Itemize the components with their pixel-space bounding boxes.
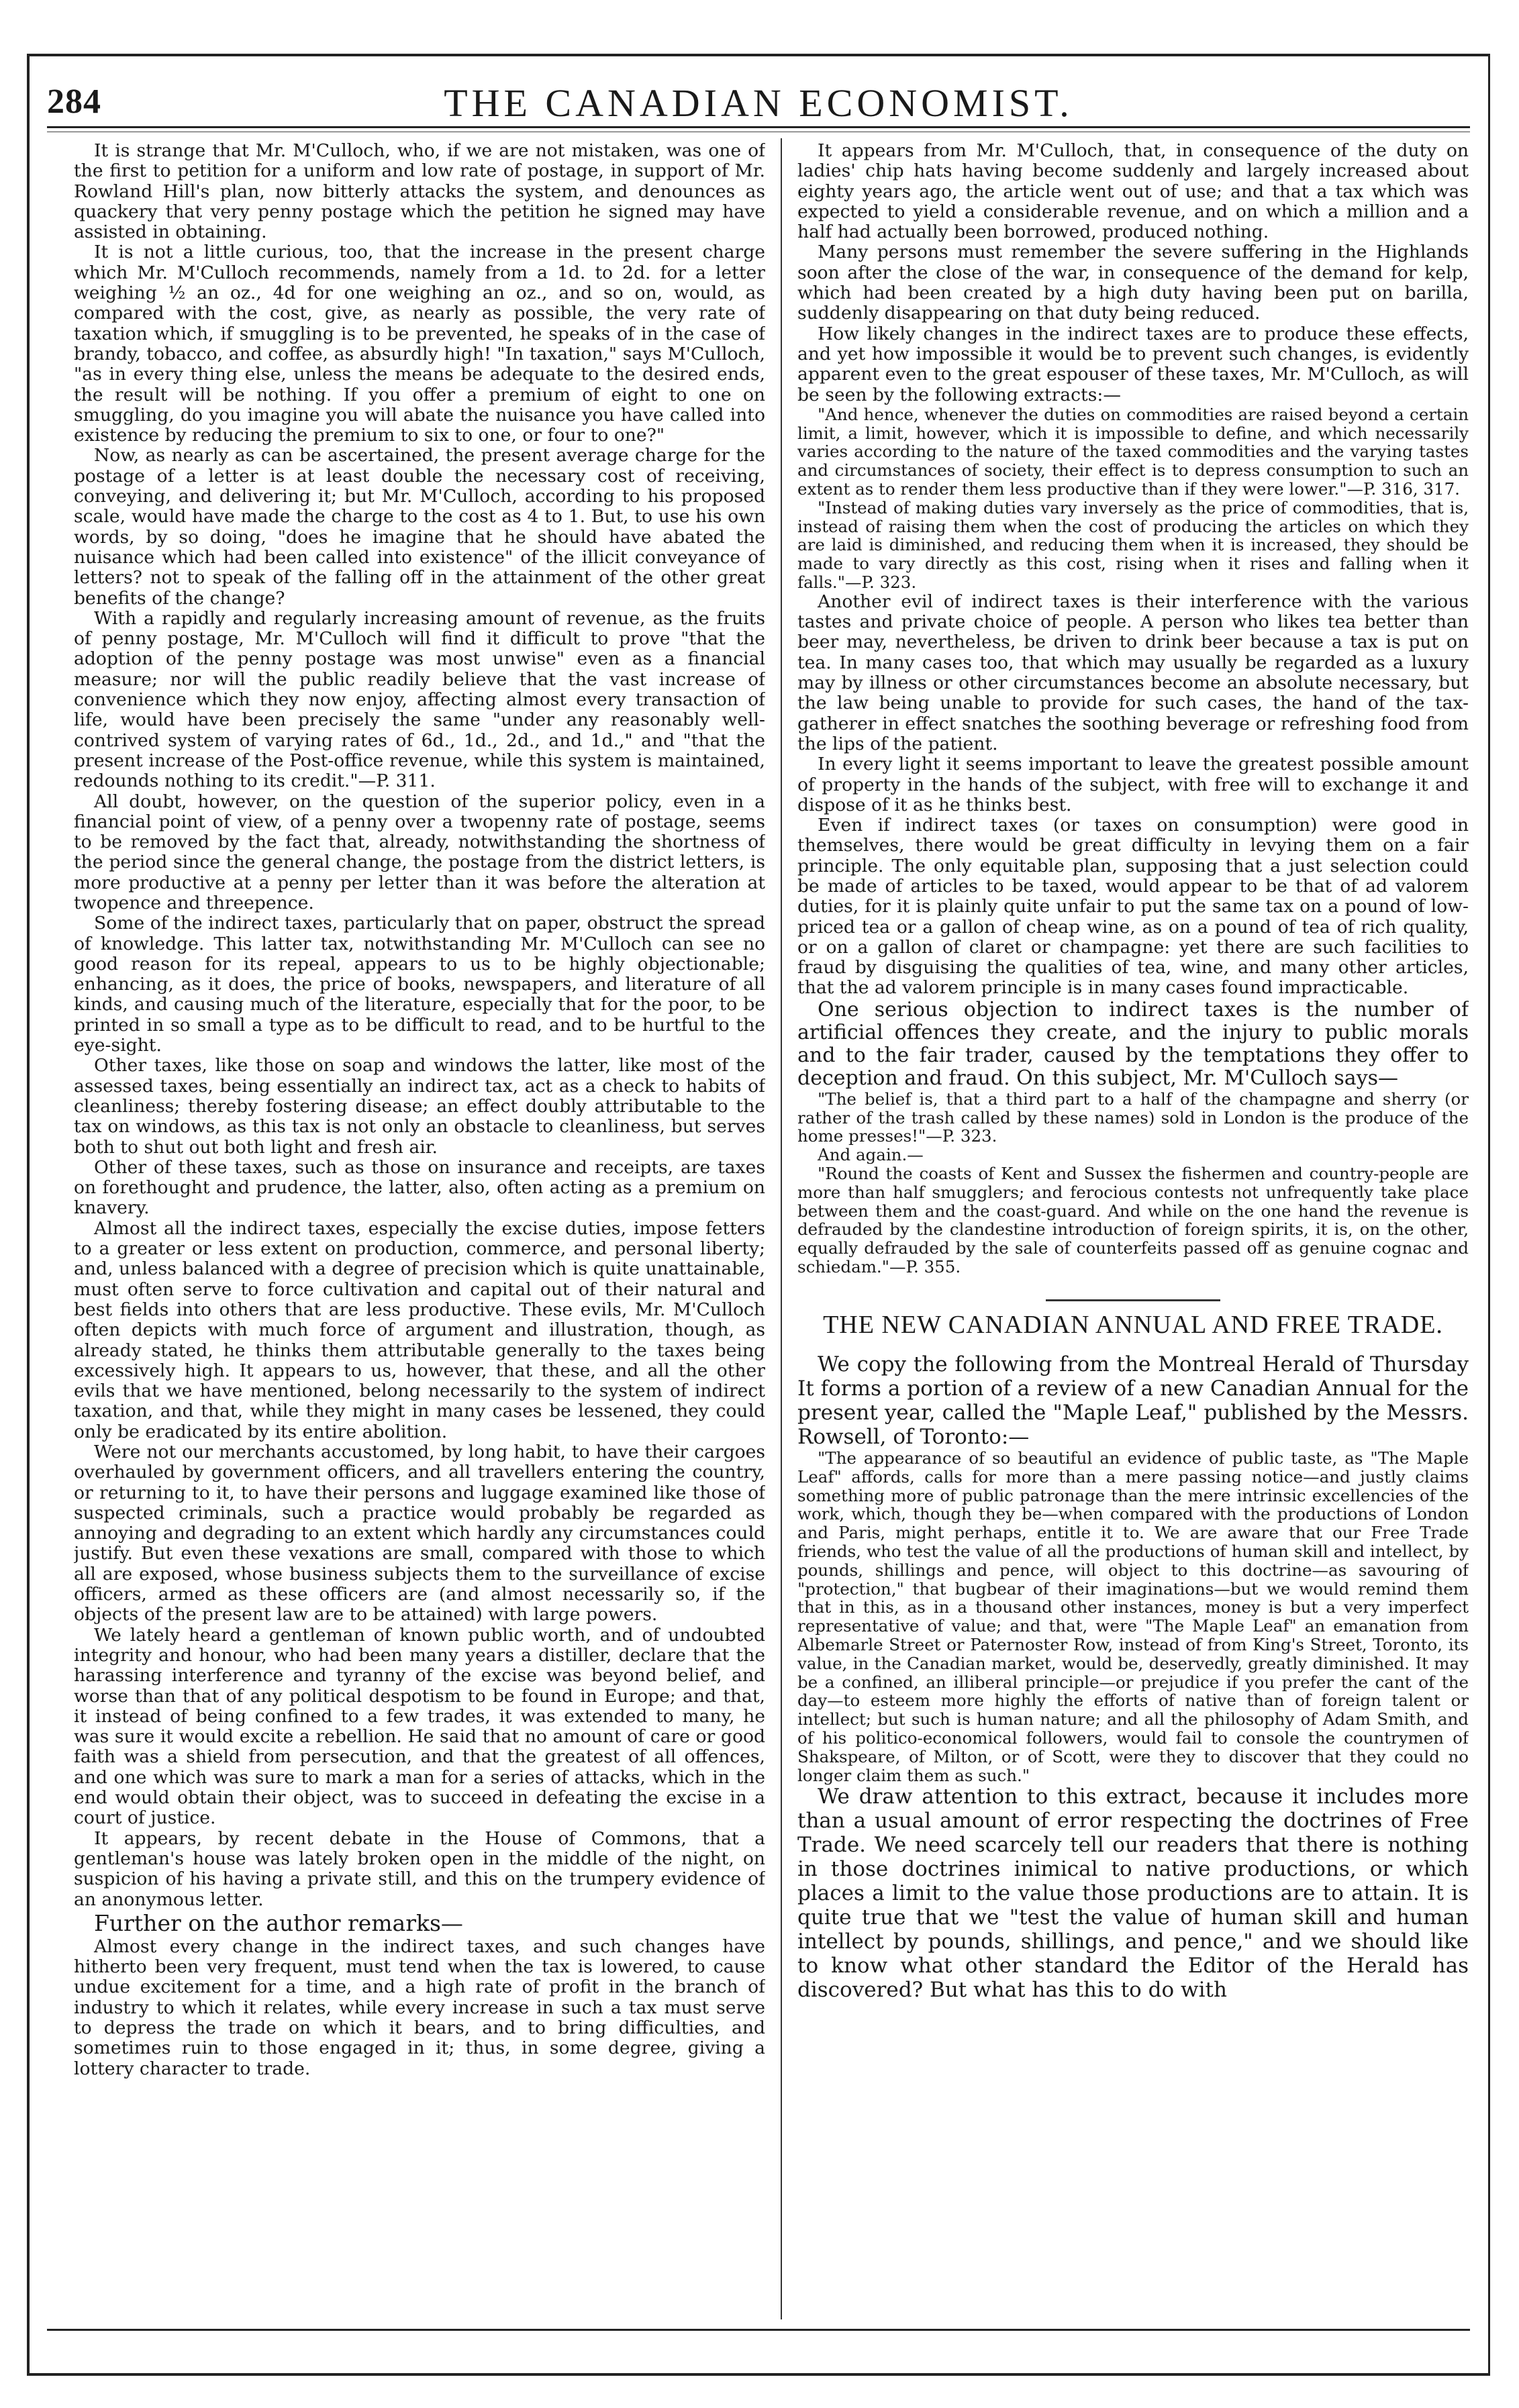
bottom-rule	[47, 2329, 1470, 2331]
page-number: 284	[47, 83, 101, 121]
paragraph: Even if indirect taxes (or taxes on consumption) were good in themselves, there would be great difficulty in levying them on a fair principle. The only equitable plan, supposing that a just selection could be made of articles to be taxed, would appear to be that of ad valorem duties, for it is plainly quite unfair to put the same tax on a pound of low-priced tea or a gallon of cheap wine, as on a pound of tea of rich quality, or on a gallon of claret or champagne: yet there are such facilities to fraud by disguising the qualities of tea, wine, and many other articles, that the ad valorem principle is in many cases found impracticable.	[797, 815, 1469, 999]
quote-paragraph: "The appearance of so beautiful an evidence of public taste, as "The Maple Leaf" affords, calls for more than a mere passing notice—and justly claims something more of public patronage than the mere intrinsic excellencies of the work, which, though they be—when compared with the productions of London and Paris, might perhaps, entitle it to. We are aware that our Free Trade friends, who test the value of all the productions of human skill and intellect, by pounds, shillings and pence, will object to this doctrine—as savouring of "protection," that bugbear of their imaginations—but we would remind them that in this, as in a thousand other instances, money is but a very imperfect representative of value; and that, were "The Maple Leaf" an emanation from Albemarle Street or Paternoster Row, instead of from King's Street, Toronto, its value, in the Canadian market, would be, deservedly, greatly diminished. It may be a confined, an illiberal principle—or prejudice if you prefer the cant of the day—to esteem more highly the efforts of native than of foreign talent or intellect; but such is human nature; and all the philosophy of Adam Smith, and of his politico-economical followers, would fail to console the countrymen of Shakspeare, of Milton, or of Scott, were they to discover that they could no longer claim them as such."	[797, 1448, 1469, 1785]
paragraph: It appears, by recent debate in the House of Commons, that a gentleman's house was lately broken open in the middle of the night, on suspicion of his having a private still, and this on the trumpery evidence of an anonymous letter.	[74, 1827, 765, 1910]
paragraph: One serious objection to indirect taxes is the number of artificial offences they create, and the injury to public morals and to the fair trader, caused by the temptations they offer to deception and fraud. On this subject, Mr. M'Culloch says—	[797, 997, 1469, 1090]
paragraph: Almost all the indirect taxes, especially the excise duties, impose fetters to a greater or less extent on production, commerce, and personal liberty; and, unless balanced with a degree of precision which is quite unattainable, must often serve to force cultivation and capital out of their natural and best fields into others that are less productive. These evils, Mr. M'Culloch often depicts with much force of argument and illustration, though, as already stated, he thinks them attributable generally to the taxes being excessively high. It appears to us, however, that these, and all the other evils that we have mentioned, belong necessarily to the system of indirect taxation, and that, while they might in many cases be lessened, they could only be eradicated by its entire abolition.	[74, 1217, 765, 1442]
column-divider	[781, 138, 782, 2319]
quote-paragraph: "The belief is, that a third part to a half of the champagne and sherry (or rather of the trash called by these names) sold in London is the produce of the home presses!"—P. 323.	[797, 1089, 1469, 1146]
section-intro: We copy the following from the Montreal Herald of Thursday It forms a portion of a review of a new Canadian Annual for the present year, called the "Maple Leaf," published by the Messrs. Rowsell, of Toronto:—	[797, 1352, 1469, 1450]
paragraph: Many persons must remember the severe suffering in the Highlands soon after the close of the war, in consequence of the demand for kelp, which had been created by a high duty having been put on barilla, suddenly disappearing on that duty being reduced.	[797, 242, 1469, 324]
quote-paragraph: "Instead of making duties vary inversely as the price of commodities, that is, instead of raising them when the cost of producing the articles on which they are laid is diminished, and reducing them when it is increased, they should be made to vary directly as this cost, rising when it rises and falling when it falls."—P. 323.	[797, 497, 1469, 593]
paragraph: Now, as nearly as can be ascertained, the present average charge for the postage of a letter is at least double the necessary cost of receiving, conveying, and delivering it; but Mr. M'Culloch, according to his proposed scale, would have made the charge to the cost as 4 to 1. But, to use his own words, by so doing, "does he imagine that he should have abated the nuisance which had been called into existence" of the illicit conveyance of letters? not to speak of the falling off in the attainment of the other great benefits of the change?	[74, 445, 765, 609]
paragraph: Another evil of indirect taxes is their interference with the various tastes and private choice of people. A person who likes tea better than beer may, nevertheless, be driven to drink beer because a tax is put on tea. In many cases too, that which may usually be regarded as a luxury may by illness or other circumstances become an absolute necessary, but the law being unable to provide for such cases, the hand of the tax-gatherer in effect snatches the soothing beverage or refreshing food from the lips of the patient.	[797, 591, 1469, 754]
section-rule	[1046, 1299, 1220, 1301]
quote-paragraph: "And hence, whenever the duties on commodities are raised beyond a certain limit, a limit, however, which it is impossible to define, and which necessarily varies according to the nature of the taxed commodities and the varying tastes and circumstances of society, their effect is to depress consumption to such an extent as to render them less productive than if they were lower."—P. 316, 317.	[797, 404, 1469, 499]
left-column	[74, 141, 765, 2322]
paragraph: Were not our merchants accustomed, by long habit, to have their cargoes overhauled by government officers, and all travellers entering the country, or returning to it, to have their persons and luggage examined like those of suspected criminals, such a practice would probably be regarded as annoying and degrading to an extent which hardly any circumstances could justify. But even these vexations are small, compared with those to which all are exposed, whose business subjects them to the surveillance of excise officers, armed as these officers are (and almost necessarily so, if the objects of the present law are to be attained) with large powers.	[74, 1442, 765, 1625]
paragraph: It appears from Mr. M'Culloch, that, in consequence of the duty on ladies' chip hats having become suddenly and largely increased about eighty years ago, the article went out of use; and that a tax which was expected to yield a considerable revenue, and on which a million and a half had actually been borrowed, produced nothing.	[797, 141, 1469, 243]
section-closing: We draw attention to this extract, because it includes more than a usual amount of error respecting the doctrines of Free Trade. We need scarcely tell our readers that there is nothing in those doctrines inimical to native productions, or which places a limit to the value those productions are to attain. It is quite true that we "test the value of human skill and human intellect by pounds, shillings, and pence," and we should like to know what other standard the Editor of the Herald has discovered? But what has this to do with	[797, 1785, 1469, 2003]
paragraph: Other of these taxes, such as those on insurance and receipts, are taxes on forethought and prudence, the latter, also, often acting as a premium on knavery.	[74, 1156, 765, 1219]
page-header	[47, 79, 1470, 128]
quote-paragraph: And again.—	[818, 1145, 924, 1165]
paragraph: It is strange that Mr. M'Culloch, who, if we are not mistaken, was one of the first to petition for a uniform and low rate of postage, in support of Mr. Rowland Hill's plan, now bitterly attacks the system, and denounces as quackery that very penny postage which the petition he signed may have assisted in obtaining.	[74, 141, 765, 243]
paragraph: How likely changes in the indirect taxes are to produce these effects, and yet how impossible it would be to prevent such changes, is evidently apparent even to the great espouser of these taxes, Mr. M'Culloch, as will be seen by the following extracts:—	[797, 323, 1469, 405]
paragraph: In every light it seems important to leave the greatest possible amount of property in the hands of the subject, with free will to exchange it and dispose of it as he thinks best.	[797, 754, 1469, 815]
paragraph: It is not a little curious, too, that the increase in the present charge which Mr. M'Culloch recommends, namely from a 1d. to 2d. for a letter weighing ½ an oz., 4d for one weighing an oz., and so on, would, as compared with the cost, give, as nearly as possible, the very rate of taxation which, if smuggling is to be prevented, he speaks of in the case of brandy, tobacco, and coffee, as absurdly high! "In taxation," says M'Culloch, "as in every thing else, unless the means be adequate to the desired ends, the result will be nothing. If you offer a premium of eight to one on smuggling, do you imagine you will abate the nuisance you have called into existence by reducing the premium to six to one, or four to one?"	[74, 242, 765, 446]
quote-paragraph: "Round the coasts of Kent and Sussex the fishermen and country-people are more than half smugglers; and ferocious contests not unfrequently take place between them and the coast-guard. And while on the one hand the revenue is defrauded by the clandestine introduction of foreign spirits, it is, on the other, equally defrauded by the sale of counterfeits passed off as genuine cognac and schiedam."—P. 355.	[797, 1163, 1469, 1276]
paragraph: With a rapidly and regularly increasing amount of revenue, as the fruits of penny postage, Mr. M'Culloch will find it difficult to prove "that the adoption of the penny postage was most unwise" even as a financial measure; nor will the public readily believe that the vast increase of convenience which they now enjoy, affecting almost every transaction of life, would have been precisely the same "under any reasonably well-contrived system of varying rates of 6d., 1d., 2d., and 1d.," and "that the present increase of the Post-office revenue, while this system is maintained, redounds nothing to its credit."—P. 311.	[74, 607, 765, 792]
paragraph: All doubt, however, on the question of the superior policy, even in a financial point of view, of a penny over a twopenny rate of postage, seems to be removed by the fact that, already, notwithstanding the shortness of the period since the general change, the postage from the district letters, is more productive at a penny per letter than it was before the alteration at twopence and threepence.	[74, 791, 765, 913]
section-title: THE NEW CANADIAN ANNUAL AND FREE TRADE.	[823, 1310, 1443, 1339]
newspaper-title: THE CANADIAN ECONOMIST.	[444, 81, 1073, 125]
right-column	[797, 141, 1469, 2322]
paragraph: Some of the indirect taxes, particularly that on paper, obstruct the spread of knowledge. This latter tax, notwithstanding Mr. M'Culloch can see no good reason for its repeal, appears to us to be highly objectionable; enhancing, as it does, the price of books, newspapers, and literature of all kinds, and causing much of the literature, especially that for the poor, to be printed in so small a type as to be difficult to read, and to be hurtful to the eye-sight.	[74, 913, 765, 1056]
paragraph: Other taxes, like those on soap and windows the latter, like most of the assessed taxes, being essentially an indirect tax, act as a check to habits of cleanliness; thereby fostering disease; an effect doubly attributable to the tax on windows, as this tax is not only an obstacle to cleanliness, but serves both to shut out both light and fresh air.	[74, 1055, 765, 1158]
paragraph: Almost every change in the indirect taxes, and such changes have hitherto been very frequent, must tend when the tax is lowered, to cause undue excitement for a time, and a high rate of profit in the branch of industry to which it relates, while every increase in such a tax must serve to depress the trade on which it bears, and to bring difficulties, and sometimes ruin to those engaged in it; thus, in some degree, giving a lottery character to trade.	[74, 1936, 765, 2079]
subheading: Further on the author remarks—	[94, 1909, 463, 1936]
paragraph: We lately heard a gentleman of known public worth, and of undoubted integrity and honour, who had been many years a distiller, declare that the harassing interference and tyranny of the excise was beyond belief, and worse than that of any political despotism to be found in Europe; and that, it instead of being confined to a few trades, it was extended to many, he was sure it would excite a rebellion. He said that no amount of care or good faith was a shield from persecution, and that the greatest of all offences, and one which was sure to mark a man for a series of attacks, which in the end would obtain their object, was to succeed in defeating the excise in a court of justice.	[74, 1624, 765, 1829]
